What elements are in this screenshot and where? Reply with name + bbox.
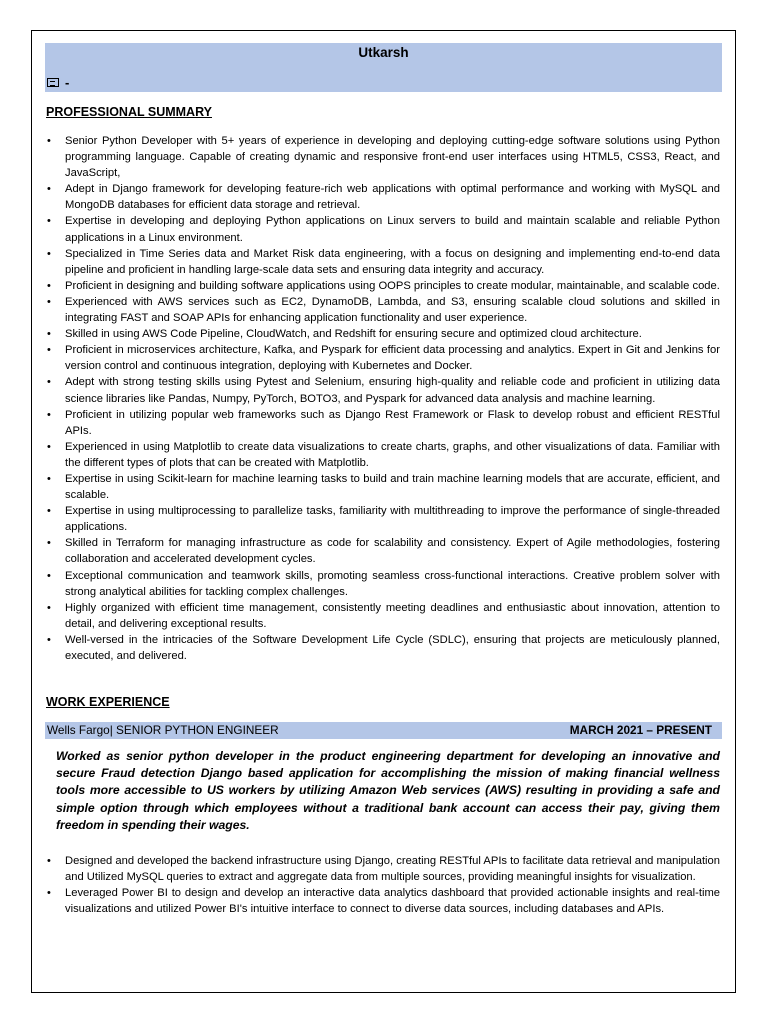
job-company-title: Wells Fargo| SENIOR PYTHON ENGINEER bbox=[47, 723, 279, 737]
job-summary: Worked as senior python developer in the product engineering department for developing an innovative and secure Fraud detection Django based application for accomplishing the mission of making financial wellness tools more accessible to US workers by utilizing Amazon Web services (AWS) resulting in providing a safe and simple option through which employees without a traditional bank account can access their pay, giving them freedom in spending their wages. bbox=[56, 749, 720, 832]
phone-card-icon bbox=[47, 78, 59, 87]
list-item: • Exceptional communication and teamwork skills, promoting seamless cross-functional interactions. Creative problem solver with strong analytical abilities for tackling complex challenges. bbox=[45, 568, 720, 600]
resume-header bbox=[45, 43, 722, 92]
list-item: • Adept in Django framework for developing feature-rich web applications with optimal performance and working with MySQL and MongoDB databases for efficient data storage and retrieval. bbox=[45, 181, 720, 213]
list-item: • Specialized in Time Series data and Market Risk data engineering, with a focus on designing and implementing end-to-end data pipeline and proficient in handling large-scale data sets and ensuring data integrity and accuracy. bbox=[45, 246, 720, 278]
list-item: • Proficient in microservices architecture, Kafka, and Pyspark for efficient data processing and analytics. Expert in Git and Jenkins for version control and continuous integration, deploying with Kubernetes and Docker. bbox=[45, 342, 720, 374]
job-header bbox=[45, 722, 722, 739]
list-item: • Designed and developed the backend infrastructure using Django, creating RESTful APIs to facilitate data retrieval and manipulation and Utilized MySQL queries to extract and aggregate data from multiple sources, providing meaningful insights for visualization. bbox=[45, 853, 720, 885]
list-item: • Expertise in using multiprocessing to parallelize tasks, familiarity with multithreading to improve the performance of single-threaded applications. bbox=[45, 503, 720, 535]
job-dates: MARCH 2021 – PRESENT bbox=[569, 723, 712, 737]
list-item: • Proficient in utilizing popular web frameworks such as Django Rest Framework or Flask to develop robust and efficient RESTful APIs. bbox=[45, 407, 720, 439]
job-achievements-list bbox=[45, 853, 720, 917]
list-item: • Skilled in using AWS Code Pipeline, CloudWatch, and Redshift for ensuring secure and optimized cloud architecture. bbox=[45, 326, 720, 342]
work-experience-heading: WORK EXPERIENCE bbox=[46, 695, 170, 709]
list-item: • Highly organized with efficient time management, consistently meeting deadlines and enthusiastic about innovation, attention to detail, and delivering exceptional results. bbox=[45, 600, 720, 632]
list-item: • Proficient in designing and building software applications using OOPS principles to create modular, maintainable, and scalable code. bbox=[45, 278, 720, 294]
list-item: • Senior Python Developer with 5+ years of experience in developing and deploying cutting-edge software solutions using Python programming language. Capable of creating dynamic and responsive front-end user interfaces using HTML5, CSS3, React, and JavaScript, bbox=[45, 133, 720, 181]
contact-line bbox=[47, 75, 69, 90]
list-item: • Skilled in Terraform for managing infrastructure as code for scalability and consistency. Expert of Agile methodologies, fostering collaboration and accelerated development cycles. bbox=[45, 535, 720, 567]
list-item: • Leveraged Power BI to design and develop an interactive data analytics dashboard that provided actionable insights and real-time visualizations and utilized Power BI's intuitive interface to connect to diverse data sources, including databases and APIs. bbox=[45, 885, 720, 917]
list-item: • Experienced with AWS services such as EC2, DynamoDB, Lambda, and S3, ensuring scalable cloud solutions and skilled in integrating FAST and SOAP APIs for enhancing application functionality and user experience. bbox=[45, 294, 720, 326]
list-item: • Expertise in developing and deploying Python applications on Linux servers to build and maintain scalable and reliable Python applications in a Linux environment. bbox=[45, 213, 720, 245]
list-item: • Experienced in using Matplotlib to create data visualizations to create charts, graphs, and other visualizations of data. Familiar with the different types of plots that can be created with Matplotlib. bbox=[45, 439, 720, 471]
professional-summary-heading: PROFESSIONAL SUMMARY bbox=[46, 105, 212, 119]
candidate-name: Utkarsh bbox=[358, 45, 409, 60]
contact-text: - bbox=[65, 75, 70, 90]
list-item: • Adept with strong testing skills using Pytest and Selenium, ensuring high-quality and reliable code and proficient in utilizing data science libraries like Pandas, Numpy, PyTorch, BOTO3, and Pyspark for advanced data analysis and machine learning. bbox=[45, 374, 720, 406]
summary-list bbox=[45, 133, 720, 664]
list-item: • Expertise in using Scikit-learn for machine learning tasks to build and train machine learning models that are accurate, efficient, and scalable. bbox=[45, 471, 720, 503]
list-item: • Well-versed in the intricacies of the Software Development Life Cycle (SDLC), ensuring that projects are meticulously planned, executed, and delivered. bbox=[45, 632, 720, 664]
